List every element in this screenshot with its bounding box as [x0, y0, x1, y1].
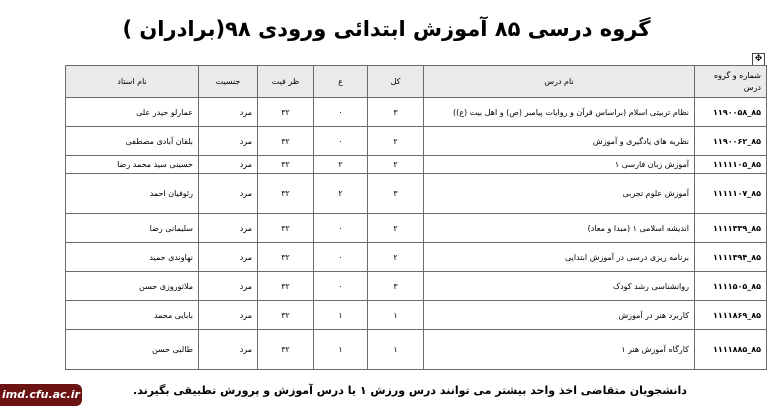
- cell-gender: مرد: [199, 98, 258, 127]
- cell-code: ۸۵_۱۱۱۱۸۸۵: [695, 330, 767, 370]
- cell-total: ۱: [368, 330, 424, 370]
- cell-code: ۸۵_۱۱۱۱۱۰۵: [695, 156, 767, 174]
- cell-course: آموزش زبان فارسی ۱: [424, 156, 695, 174]
- cell-teacher: طالبی حسن: [66, 330, 199, 370]
- cell-teacher: حسینی سید محمد رضا: [66, 156, 199, 174]
- cell-total: ۳: [368, 98, 424, 127]
- cell-practical: ۱: [314, 330, 368, 370]
- course-table: [65, 65, 767, 370]
- cell-code: ۸۵_۱۱۱۱۵۰۵: [695, 272, 767, 301]
- table-move-handle-icon[interactable]: ✥: [752, 53, 765, 66]
- cell-code: ۸۵_۱۱۱۱۳۹۴: [695, 243, 767, 272]
- cell-capacity: ۳۲: [258, 214, 314, 243]
- cell-total: ۳: [368, 174, 424, 214]
- cell-capacity: ۳۲: [258, 272, 314, 301]
- table-row: [66, 174, 767, 214]
- cell-gender: مرد: [199, 301, 258, 330]
- cell-code: ۸۵_۱۱۱۱۳۳۹: [695, 214, 767, 243]
- footer-note: دانشجویان متقاضی اخذ واحد بیشتر می توانند درس ورزش ۱ یا درس آموزش و پرورش تطبیقی بگیرند.: [133, 384, 687, 397]
- cell-capacity: ۳۲: [258, 330, 314, 370]
- cell-total: ۱: [368, 301, 424, 330]
- table-row: [66, 156, 767, 174]
- cell-gender: مرد: [199, 156, 258, 174]
- cell-code: ۸۵_۱۱۹۰۰۵۸: [695, 98, 767, 127]
- cell-teacher: بابایی محمد: [66, 301, 199, 330]
- site-logo: imd.cfu.ac.ir: [0, 384, 82, 406]
- cell-practical: ۲: [314, 174, 368, 214]
- cell-capacity: ۳۲: [258, 243, 314, 272]
- cell-gender: مرد: [199, 330, 258, 370]
- cell-practical: ۰: [314, 127, 368, 156]
- cell-gender: مرد: [199, 214, 258, 243]
- cell-teacher: رئوفیان احمد: [66, 174, 199, 214]
- header-course: نام درس: [424, 66, 695, 98]
- cell-code: ۸۵_۱۱۹۰۰۶۲: [695, 127, 767, 156]
- cell-practical: ۲: [314, 156, 368, 174]
- table-row: [66, 214, 767, 243]
- cell-capacity: ۳۲: [258, 174, 314, 214]
- cell-gender: مرد: [199, 174, 258, 214]
- cell-total: ۲: [368, 243, 424, 272]
- cell-teacher: سلیمانی رضا: [66, 214, 199, 243]
- cell-code: ۸۵_۱۱۱۱۸۶۹: [695, 301, 767, 330]
- header-code: شماره و گروه درس: [695, 66, 767, 98]
- cell-course: نظریه های یادگیری و آموزش: [424, 127, 695, 156]
- cell-course: آموزش علوم تجربی: [424, 174, 695, 214]
- cell-gender: مرد: [199, 272, 258, 301]
- cell-course: کاربرد هنر در آموزش: [424, 301, 695, 330]
- cell-practical: ۱: [314, 301, 368, 330]
- table-header-row: [66, 66, 767, 98]
- cell-course: برنامه ریزی درسی در آموزش ابتدایی: [424, 243, 695, 272]
- cell-teacher: بلقان آبادی مصطفی: [66, 127, 199, 156]
- cell-total: ۲: [368, 127, 424, 156]
- cell-practical: ۰: [314, 98, 368, 127]
- cell-gender: مرد: [199, 127, 258, 156]
- cell-capacity: ۳۲: [258, 98, 314, 127]
- table-row: [66, 127, 767, 156]
- cell-course: نظام تربیتی اسلام (براساس قرآن و روایات پیامبر (ص) و اهل بیت (ع)): [424, 98, 695, 127]
- cell-teacher: عمارلو حیدر علی: [66, 98, 199, 127]
- header-capacity: ظر فیت: [258, 66, 314, 98]
- cell-teacher: ملاتوروزی حسن: [66, 272, 199, 301]
- table-row: [66, 272, 767, 301]
- cell-total: ۳: [368, 272, 424, 301]
- cell-course: کارگاه آموزش هنر ۱: [424, 330, 695, 370]
- table-row: [66, 330, 767, 370]
- header-total: کل: [368, 66, 424, 98]
- page-title: گروه درسی ۸۵ آموزش ابتدائی ورودی ۹۸(برادران ): [122, 17, 651, 41]
- cell-capacity: ۳۲: [258, 156, 314, 174]
- cell-course: اندیشه اسلامی ۱ (مبدا و معاد): [424, 214, 695, 243]
- cell-practical: ۰: [314, 214, 368, 243]
- table-row: [66, 98, 767, 127]
- cell-capacity: ۳۲: [258, 301, 314, 330]
- table-row: [66, 301, 767, 330]
- cell-total: ۲: [368, 156, 424, 174]
- cell-practical: ۰: [314, 272, 368, 301]
- header-practical: ع: [314, 66, 368, 98]
- cell-code: ۸۵_۱۱۱۱۱۰۷: [695, 174, 767, 214]
- cell-practical: ۰: [314, 243, 368, 272]
- cell-total: ۲: [368, 214, 424, 243]
- cell-teacher: نهاوندی حمید: [66, 243, 199, 272]
- cell-capacity: ۳۲: [258, 127, 314, 156]
- table-row: [66, 243, 767, 272]
- header-gender: جنسیت: [199, 66, 258, 98]
- header-teacher: نام استاد: [66, 66, 199, 98]
- cell-course: روانشناسی رشد کودک: [424, 272, 695, 301]
- cell-gender: مرد: [199, 243, 258, 272]
